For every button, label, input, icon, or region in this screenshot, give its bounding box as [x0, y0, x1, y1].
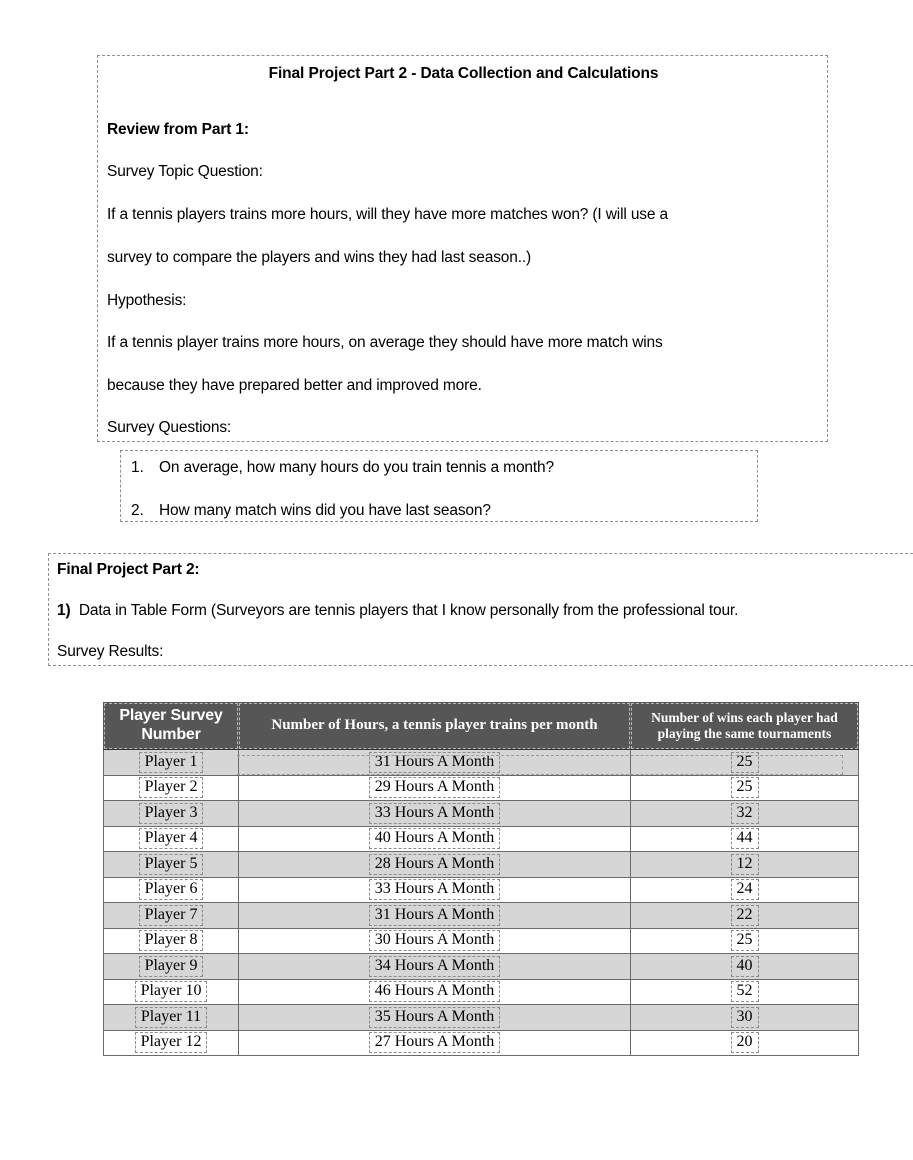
survey-question-2-number: 2.: [131, 502, 144, 519]
table-cell-player: [104, 750, 239, 776]
table-cell-wins-text: 25: [731, 777, 759, 798]
table-cell-hours: [239, 979, 631, 1005]
table-cell-hours-text: 40 Hours A Month: [369, 828, 501, 849]
table-cell-wins-text: 20: [731, 1032, 759, 1053]
table-row: [104, 979, 859, 1005]
table-cell-wins: [631, 928, 859, 954]
survey-question-item-2: [131, 502, 491, 520]
table-cell-wins-text: 24: [731, 879, 759, 900]
table-cell-player: [104, 903, 239, 929]
part2-heading: Final Project Part 2:: [57, 561, 200, 578]
table-row: [104, 775, 859, 801]
part2-item-1-number: 1): [57, 602, 71, 619]
table-cell-hours: [239, 1005, 631, 1031]
survey-results-label: Survey Results:: [57, 643, 164, 660]
table-header-player-survey-number-text: Player Survey Number: [104, 703, 238, 749]
table-cell-wins-text: 12: [731, 854, 759, 875]
table-cell-hours: [239, 826, 631, 852]
review-section-block: [97, 55, 828, 442]
table-cell-player: [104, 877, 239, 903]
table-cell-player-text: Player 10: [135, 981, 208, 1002]
table-cell-player: [104, 852, 239, 878]
table-row: [104, 852, 859, 878]
survey-topic-label: Survey Topic Question:: [107, 163, 263, 180]
table-cell-hours-text: 30 Hours A Month: [369, 930, 501, 951]
table-cell-hours: [239, 1030, 631, 1056]
table-cell-player-text: Player 1: [139, 752, 204, 773]
table-row: [104, 1005, 859, 1031]
table-header-hours-text: Number of Hours, a tennis player trains per month: [239, 703, 630, 749]
survey-topic-line-1: If a tennis players trains more hours, will they have more matches won? (I will use a: [107, 206, 668, 223]
table-row: [104, 750, 859, 776]
table-cell-hours-text: 31 Hours A Month: [369, 752, 501, 773]
table-cell-player: [104, 979, 239, 1005]
review-heading: Review from Part 1:: [107, 121, 249, 138]
table-header-wins: [631, 703, 859, 750]
table-cell-hours-text: 46 Hours A Month: [369, 981, 501, 1002]
table-row: [104, 954, 859, 980]
survey-topic-line-2: survey to compare the players and wins they had last season..): [107, 249, 532, 266]
table-cell-player: [104, 801, 239, 827]
table-cell-wins: [631, 775, 859, 801]
table-cell-player: [104, 1030, 239, 1056]
table-row: [104, 826, 859, 852]
part2-item-1: [57, 602, 738, 620]
table-cell-player: [104, 826, 239, 852]
table-cell-hours: [239, 928, 631, 954]
table-cell-wins: [631, 954, 859, 980]
table-cell-wins: [631, 801, 859, 827]
table-cell-wins-text: 25: [731, 752, 759, 773]
table-cell-hours-text: 28 Hours A Month: [369, 854, 501, 875]
part2-section-block: [48, 553, 913, 666]
survey-results-table: [103, 702, 859, 1056]
table-cell-hours-text: 31 Hours A Month: [369, 905, 501, 926]
table-cell-hours: [239, 750, 631, 776]
table-cell-hours-text: 33 Hours A Month: [369, 879, 501, 900]
table-cell-player-text: Player 7: [139, 905, 204, 926]
table-cell-hours: [239, 775, 631, 801]
table-header-row: [104, 703, 859, 750]
table-cell-wins: [631, 1005, 859, 1031]
survey-questions-label: Survey Questions:: [107, 419, 232, 436]
table-cell-player-text: Player 12: [135, 1032, 208, 1053]
table-row: [104, 903, 859, 929]
table-cell-hours: [239, 903, 631, 929]
hypothesis-line-1: If a tennis player trains more hours, on average they should have more match wins: [107, 334, 663, 351]
page-title: Final Project Part 2 - Data Collection and Calculations: [268, 65, 659, 82]
table-cell-player-text: Player 6: [139, 879, 204, 900]
table-cell-wins: [631, 903, 859, 929]
hypothesis-line-2: because they have prepared better and improved more.: [107, 377, 482, 394]
table-header-wins-text: Number of wins each player had playing the same tournaments: [631, 703, 858, 749]
table-row: [104, 801, 859, 827]
table-cell-wins: [631, 750, 859, 776]
part2-item-1-text: Data in Table Form (Surveyors are tennis players that I know personally from the professional tour.: [78, 602, 739, 619]
table-row: [104, 877, 859, 903]
table-cell-wins-text: 44: [731, 828, 759, 849]
table-cell-wins: [631, 877, 859, 903]
survey-question-1-number: 1.: [131, 459, 144, 476]
table-cell-player: [104, 775, 239, 801]
table-row: [104, 928, 859, 954]
table-cell-hours-text: 35 Hours A Month: [369, 1007, 501, 1028]
table-cell-wins-text: 30: [731, 1007, 759, 1028]
table-cell-wins-text: 25: [731, 930, 759, 951]
table-cell-wins: [631, 979, 859, 1005]
table-body: [104, 750, 859, 1056]
table-header-hours: [239, 703, 631, 750]
table-cell-wins-text: 22: [731, 905, 759, 926]
table-cell-hours: [239, 954, 631, 980]
table-cell-wins-text: 52: [731, 981, 759, 1002]
hypothesis-label: Hypothesis:: [107, 292, 187, 309]
table-cell-hours: [239, 801, 631, 827]
table-cell-wins: [631, 826, 859, 852]
table-cell-player-text: Player 2: [139, 777, 204, 798]
survey-questions-block: [120, 450, 758, 522]
table-cell-player-text: Player 9: [139, 956, 204, 977]
table-cell-hours-text: 34 Hours A Month: [369, 956, 501, 977]
survey-question-1-text: On average, how many hours do you train tennis a month?: [159, 459, 554, 476]
table-cell-player: [104, 928, 239, 954]
table-header-player-survey-number: [104, 703, 239, 750]
table-cell-wins: [631, 1030, 859, 1056]
table-cell-wins-text: 40: [731, 956, 759, 977]
table-cell-player: [104, 954, 239, 980]
table-cell-hours-text: 27 Hours A Month: [369, 1032, 501, 1053]
table-cell-hours: [239, 852, 631, 878]
table-cell-hours-text: 33 Hours A Month: [369, 803, 501, 824]
survey-question-item-1: [131, 459, 554, 477]
table-cell-player-text: Player 5: [139, 854, 204, 875]
table-cell-wins-text: 32: [731, 803, 759, 824]
survey-question-2-text: How many match wins did you have last season?: [159, 502, 491, 519]
table-cell-player: [104, 1005, 239, 1031]
table-cell-player-text: Player 11: [135, 1007, 207, 1028]
table-cell-player-text: Player 4: [139, 828, 204, 849]
table-header: [104, 703, 859, 750]
table-cell-player-text: Player 3: [139, 803, 204, 824]
table-row: [104, 1030, 859, 1056]
table-cell-hours: [239, 877, 631, 903]
table-cell-hours-text: 29 Hours A Month: [369, 777, 501, 798]
table-cell-player-text: Player 8: [139, 930, 204, 951]
table-cell-wins: [631, 852, 859, 878]
